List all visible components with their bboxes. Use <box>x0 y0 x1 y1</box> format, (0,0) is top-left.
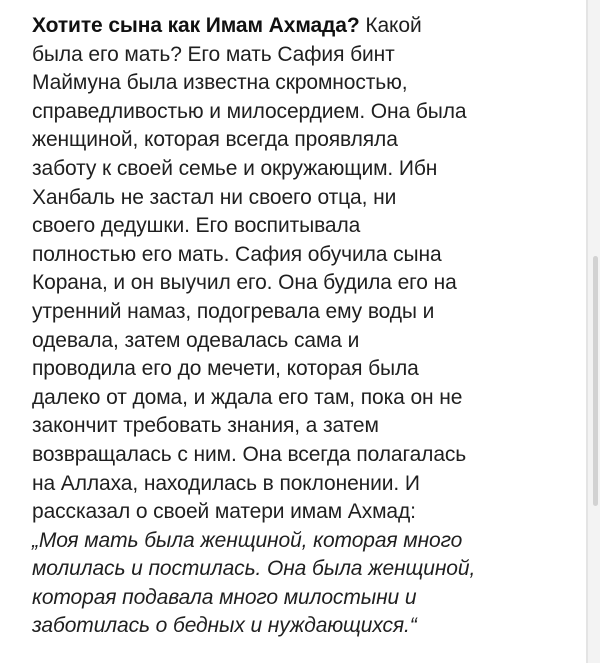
text-line: закончит требовать знания, а затем <box>32 414 379 438</box>
text-line: на Аллаха, находилась в поклонении. И <box>32 471 420 495</box>
text-line: одевала, затем одевалась сама и <box>32 328 360 352</box>
text-line: женщиной, которая всегда проявляла <box>32 128 398 152</box>
text-line: Ханбаль не застал ни своего отца, ни <box>32 185 397 209</box>
text-line: возвращалась с ним. Она всегда полагалась <box>32 442 467 466</box>
scrollbar[interactable] <box>588 0 600 663</box>
text-line: рассказал о своей матери имам Ахмад: <box>32 500 416 524</box>
text-fragment: Какой <box>359 14 422 37</box>
quote-line: заботилась о бедных и нуждающихся.“ <box>32 614 417 638</box>
text-line: проводила его до мечети, которая была <box>32 357 419 381</box>
text-line: Корана, и он выучил его. Она будила его на <box>32 271 457 295</box>
text-line: своего дедушки. Его воспитывала <box>32 214 361 238</box>
post-body <box>32 12 572 641</box>
quote-line: которая подавала много милостыни и <box>32 585 417 609</box>
text-line <box>32 12 572 41</box>
text-line: была его мать? Его мать Сафия бинт <box>32 42 395 66</box>
scrollbar-thumb[interactable] <box>593 256 598 506</box>
quote-line: молилась и постилась. Она была женщиной, <box>32 557 476 581</box>
text-line: справедливостью и милосердием. Она была <box>32 99 467 123</box>
text-line: утренний намаз, подогревала ему воды и <box>32 299 435 323</box>
text-line: заботу к своей семье и окружающим. Ибн <box>32 156 438 180</box>
post-headline: Хотите сына как Имам Ахмада? <box>32 14 360 37</box>
text-line: полностью его мать. Сафия обучила сына <box>32 242 442 266</box>
text-line: Маймуна была известна скромностью, <box>32 71 408 95</box>
text-line: далеко от дома, и ждала его там, пока он не <box>32 385 463 409</box>
quote-line: „Моя мать была женщиной, которая много <box>32 528 463 552</box>
